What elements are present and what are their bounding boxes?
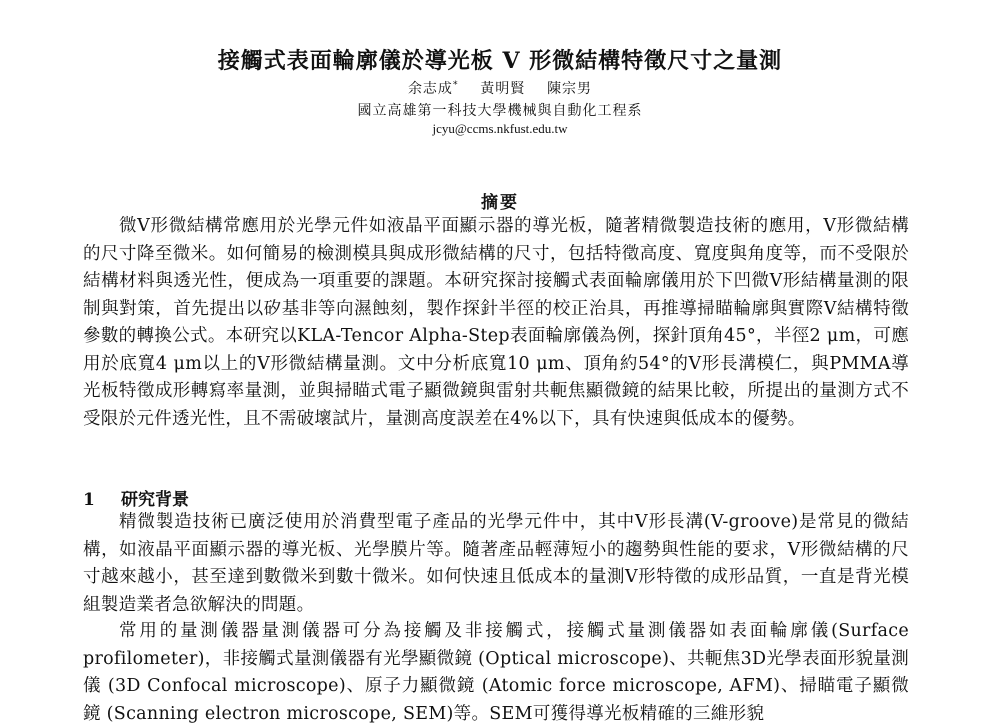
author-name: 陳宗男 (547, 81, 593, 97)
author-name: 黃明賢 (480, 81, 526, 97)
section-number: 1 (83, 490, 95, 510)
contact-email: jcyu@ccms.nkfust.edu.tw (432, 121, 568, 136)
abstract-paragraph: 微V形微結構常應用於光學元件如液晶平面顯示器的導光板，隨著精微製造技術的應用，V形微結構的尺寸降至微米。如何簡易的檢測模具與成形微結構的尺寸，包括特徵高度、寬度與角度等，而不受限於結構材料與透光性，便成為一項重要的課題。本研究探討接觸式表面輪廓儀用於下凹微V形結構量測的限制與對策，首先提出以矽基非等向濕蝕刻，製作探針半徑的校正治具，再推導掃瞄輪廓與實際V結構特徵參數的轉換公式。本研究以KLA-Tencor Alpha-Step表面輪廓儀為例，探針頂角45°，半徑2 μm，可應用於底寬4 μm以上的V形微結構量測。文中分析底寬10 μm、頂角約54°的V形長溝模仁，與PMMA導光板特徵成形轉寫率量測，並與掃瞄式電子顯微鏡與雷射共軛焦顯微鏡的結果比較，所提出的量測方式不受限於元件透光性，且不需破壞試片，量測高度誤差在4%以下，具有快速與低成本的優勢。 (83, 216, 909, 429)
paper-title: 接觸式表面輪廓儀於導光板 V 形微結構特徵尺寸之量測 (217, 48, 783, 74)
body-paragraph: 精微製造技術已廣泛使用於消費型電子產品的光學元件中，其中V形長溝(V-groove)是常見的微結構，如液晶平面顯示器的導光板、光學膜片等。隨著產品輕薄短小的趨勢與性能的要求，V形微結構的尺寸越來越小，甚至達到數微米到數十微米。如何快速且低成本的量測V形特徵的成形品質，一直是背光模組製造業者急欲解決的問題。 (83, 512, 909, 615)
corresponding-author-mark: * (452, 80, 459, 91)
body-paragraph: 常用的量測儀器量測儀器可分為接觸及非接觸式，接觸式量測儀器如表面輪廓儀(Surface profilometer)，非接觸式量測儀器有光學顯微鏡 (Optical microscope)、共軛焦3D光學表面形貌量測儀 (3D Confocal microscope)、原子力顯微鏡 (Atomic force microscope, AFM)、掃瞄電子顯微鏡 (Scanning electron microscope, SEM)等。SEM可獲得導光板精確的三維形貌 (83, 621, 909, 724)
author-name: 余志成 (407, 81, 453, 97)
section-title: 研究背景 (121, 490, 189, 510)
author-list (0, 78, 1000, 98)
abstract-heading: 摘要 (481, 193, 519, 213)
section-heading (83, 485, 189, 510)
affiliation: 國立高雄第一科技大學機械與自動化工程系 (357, 103, 643, 119)
